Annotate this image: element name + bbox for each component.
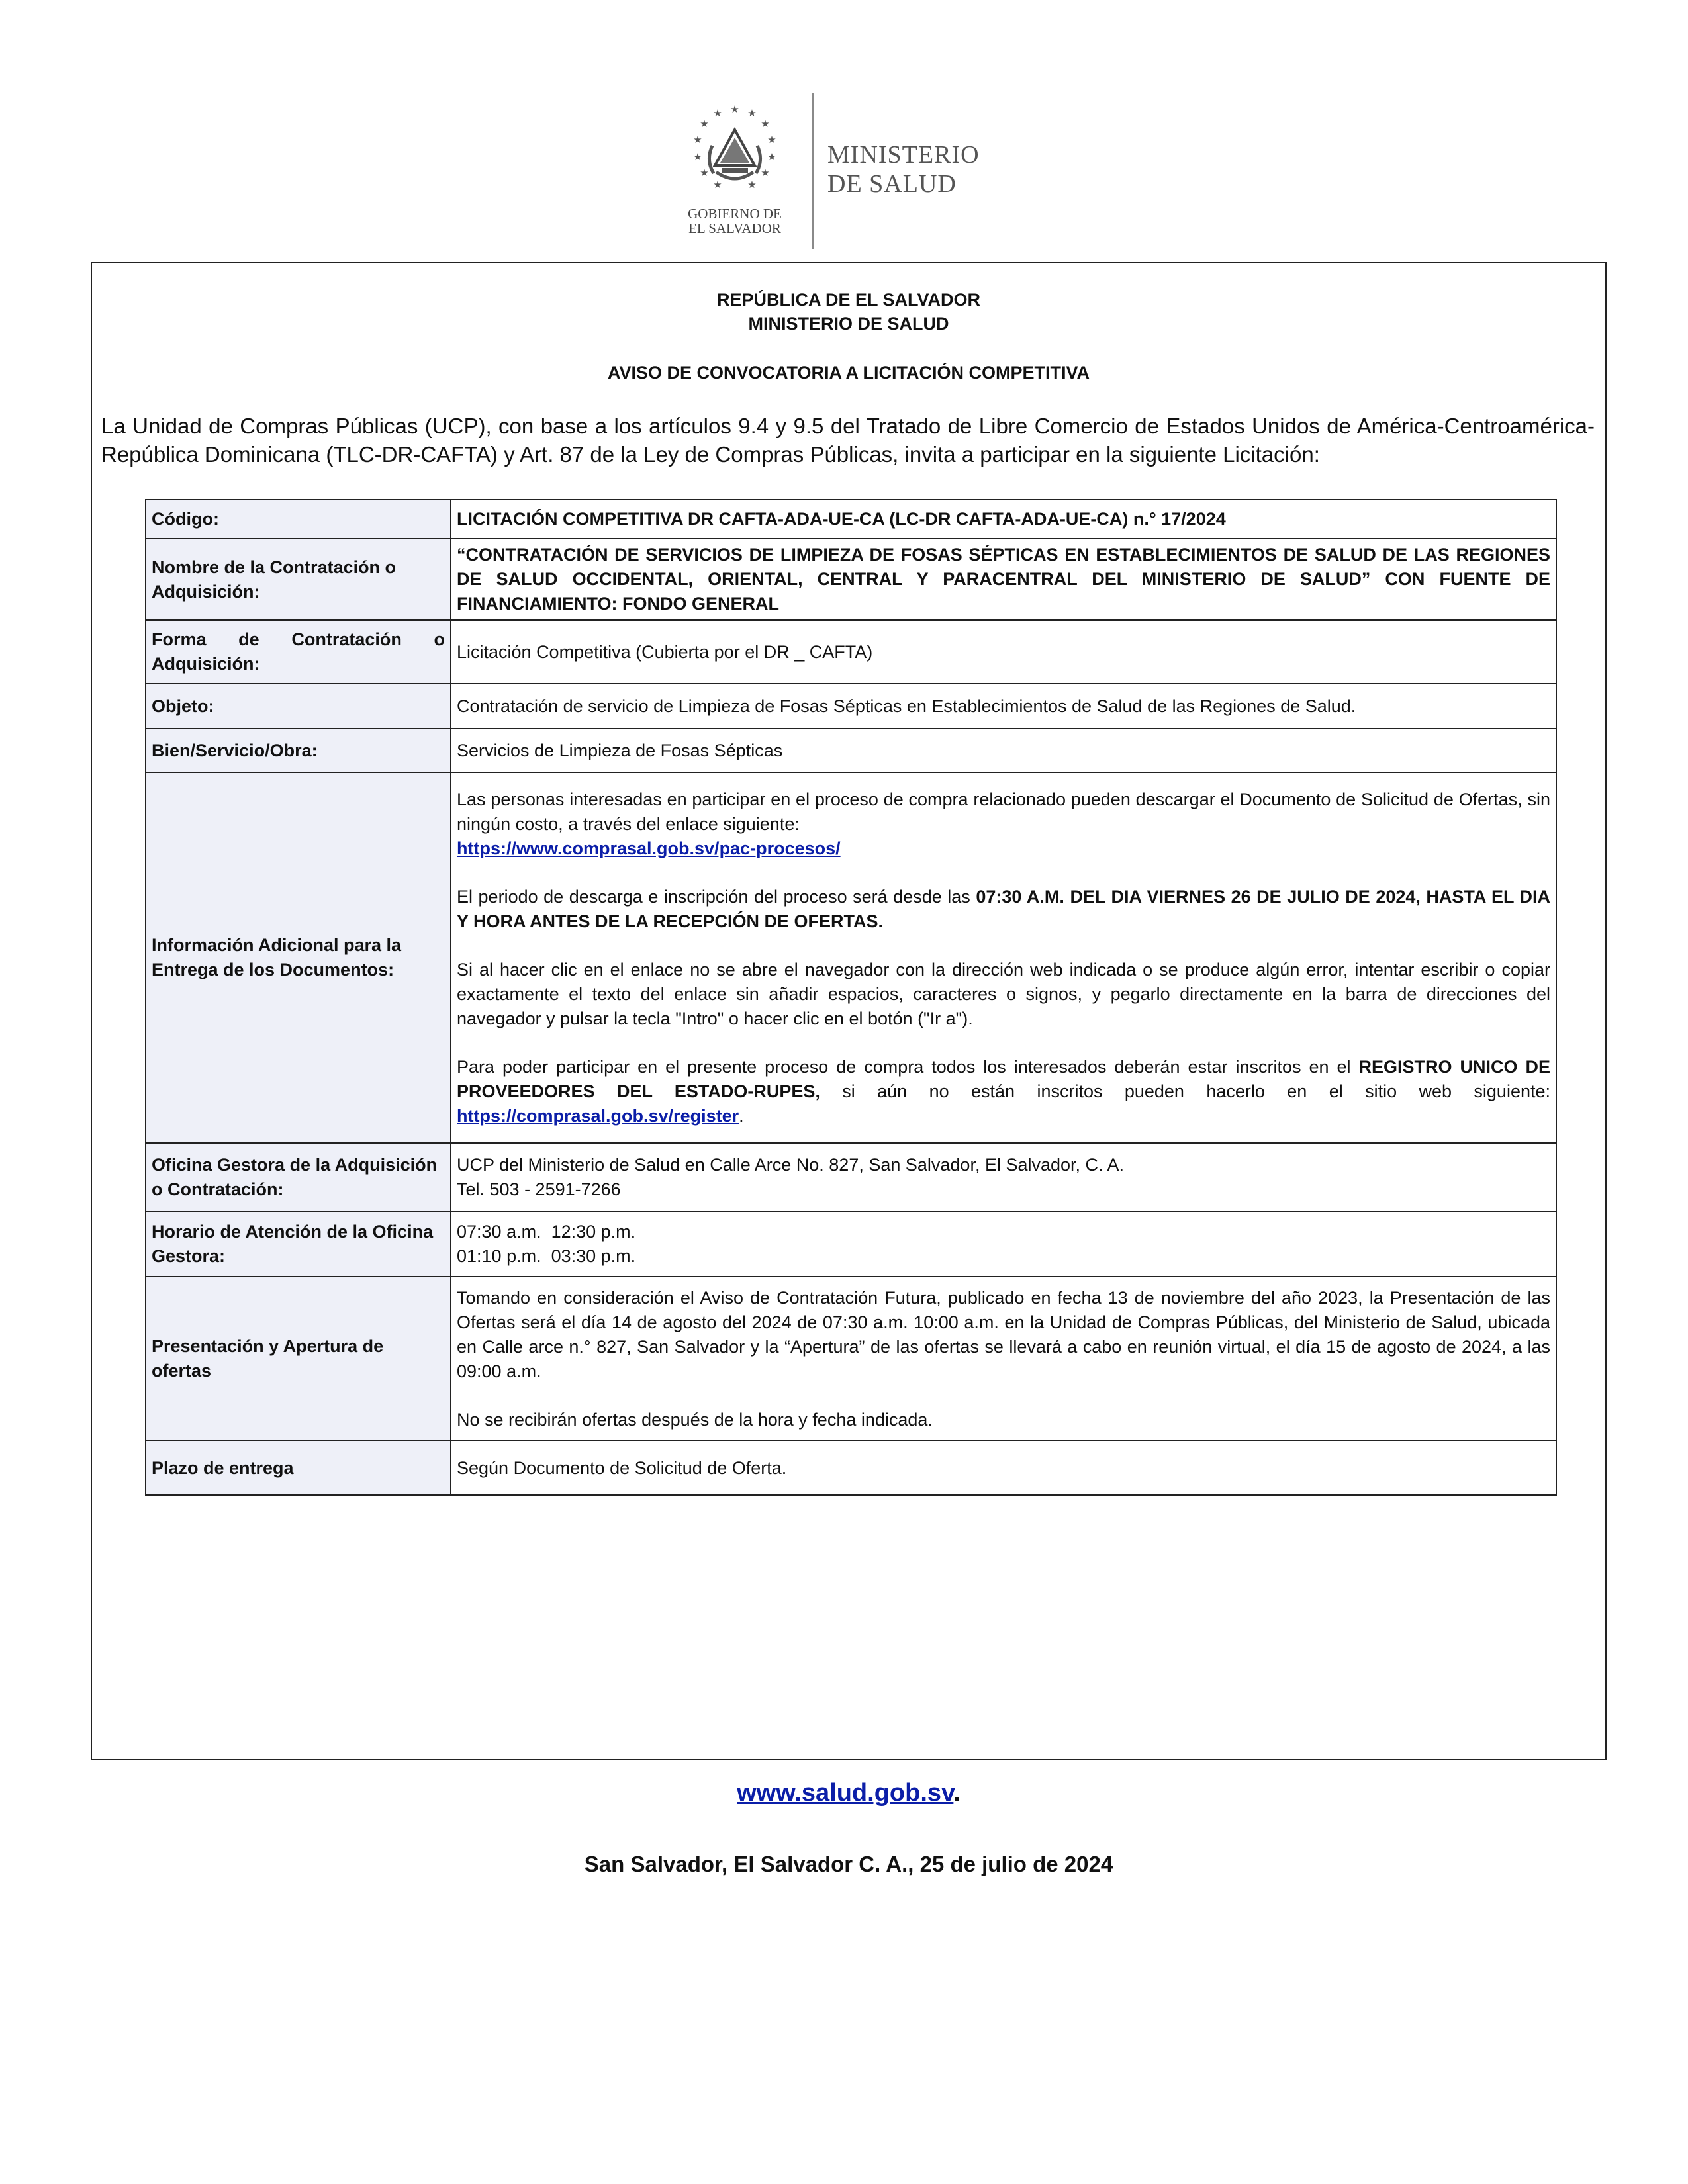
notice-frame: [91, 262, 1607, 1876]
info-label: Información Adicional para la Entrega de los Documentos:: [146, 772, 451, 1143]
horario-value: [451, 1212, 1556, 1277]
forma-value: Licitación Competitiva (Cubierta por el DR _ CAFTA): [451, 620, 1556, 684]
intro-paragraph: La Unidad de Compras Públicas (UCP), con base a los artículos 9.4 y 9.5 del Tratado de Libre Comercio de Estados Unidos de América-Centroamérica-República Dominicana (TLC-DR-CAFTA) y Art. 87 de la Ley de Compras Públicas, invita a participar en la siguiente Licitación:: [101, 414, 1595, 467]
place-and-date: San Salvador, El Salvador C. A., 25 de julio de 2024: [584, 1852, 1113, 1876]
table-row: [146, 772, 1556, 1143]
website-period: .: [953, 1779, 961, 1807]
ministry-heading: MINISTERIO DE SALUD: [748, 314, 949, 334]
ministry-line-1: MINISTERIO: [827, 141, 980, 169]
svg-text:★: ★: [693, 134, 702, 146]
bien-label: Bien/Servicio/Obra:: [146, 729, 451, 772]
svg-text:★: ★: [713, 179, 722, 191]
horario-label: Horario de Atención de la Oficina Gestora:: [146, 1212, 451, 1277]
info-value: [451, 772, 1556, 1143]
tender-details-table: [145, 499, 1557, 1496]
codigo-value: LICITACIÓN COMPETITIVA DR CAFTA-ADA-UE-CA (LC-DR CAFTA-ADA-UE-CA) n.° 17/2024: [451, 500, 1556, 539]
svg-text:★: ★: [713, 107, 722, 119]
presentacion-paragraph-2: No se recibirán ofertas después de la hora y fecha indicada.: [457, 1409, 933, 1430]
horario-afternoon: 01:10 p.m. 03:30 p.m.: [457, 1246, 636, 1266]
comprasal-register-link[interactable]: https://comprasal.gob.sv/register: [457, 1105, 739, 1126]
coat-of-arms-icon: [675, 99, 794, 212]
plazo-label: Plazo de entrega: [146, 1441, 451, 1495]
oficina-address: UCP del Ministerio de Salud en Calle Arce No. 827, San Salvador, El Salvador, C. A.: [457, 1155, 1125, 1175]
ministry-wordmark: [827, 140, 1026, 199]
info-download-paragraph: [457, 788, 1550, 861]
table-row: [146, 1143, 1556, 1212]
bien-value: Servicios de Limpieza de Fosas Sépticas: [451, 729, 1556, 772]
svg-text:★: ★: [761, 118, 770, 130]
presentacion-value: [451, 1277, 1556, 1441]
svg-text:★: ★: [693, 151, 702, 163]
svg-text:★: ★: [730, 103, 739, 115]
info-rupes-text: Para poder participar en el presente proceso de compra todos los interesados deberán estar inscritos en el: [457, 1056, 1359, 1077]
objeto-value: Contratación de servicio de Limpieza de Fosas Sépticas en Establecimientos de Salud de las Regiones de Salud.: [451, 684, 1556, 729]
objeto-label: Objeto:: [146, 684, 451, 729]
info-download-text: Las personas interesadas en participar en el proceso de compra relacionado pueden descargar el Documento de Solicitud de Ofertas, sin ningún costo, a través del enlace siguiente:: [457, 789, 1550, 834]
nombre-label: Nombre de la Contratación o Adquisición:: [146, 539, 451, 620]
government-line-1: GOBIERNO DE: [688, 206, 782, 222]
table-row: [146, 684, 1556, 729]
info-rupes-paragraph: [457, 1055, 1550, 1128]
info-period-text: El periodo de descarga e inscripción del proceso será desde las: [457, 886, 976, 907]
svg-text:★: ★: [700, 118, 709, 130]
notice-title: AVISO DE CONVOCATORIA A LICITACIÓN COMPETITIVA: [607, 363, 1090, 383]
government-line-2: EL SALVADOR: [688, 220, 781, 236]
table-row: [146, 500, 1556, 539]
codigo-label: Código:: [146, 500, 451, 539]
logo-divider: [812, 93, 814, 249]
info-period-dates: 07:30 A.M. DEL DIA VIERNES 26 DE JULIO DE 2024, HASTA EL DIA Y HORA ANTES DE LA RECEPCIÓN DE OFERTAS.: [457, 886, 1550, 931]
svg-text:★: ★: [747, 107, 757, 119]
nombre-value: “CONTRATACIÓN DE SERVICIOS DE LIMPIEZA DE FOSAS SÉPTICAS EN ESTABLECIMIENTOS DE SALUD DE LAS REGIONES DE SALUD OCCIDENTAL, ORIENTAL, CENTRAL Y PARACENTRAL DEL MINISTERIO DE SALUD” CON FUENTE DE FINANCIAMIENTO: FONDO GENERAL: [451, 539, 1556, 620]
table-row: [146, 620, 1556, 684]
government-logo: [662, 93, 1006, 251]
website-line: [92, 1779, 1605, 1807]
svg-text:★: ★: [767, 151, 776, 163]
horario-morning: 07:30 a.m. 12:30 p.m.: [457, 1222, 636, 1242]
info-period-paragraph: [457, 885, 1550, 934]
svg-text:★: ★: [767, 134, 776, 146]
ministry-line-2: DE SALUD: [827, 170, 957, 198]
comprasal-procesos-link[interactable]: https://www.comprasal.gob.sv/pac-procesos/: [457, 838, 841, 858]
table-row: [146, 1441, 1556, 1495]
oficina-value: [451, 1143, 1556, 1212]
oficina-phone: Tel. 503 - 2591-7266: [457, 1179, 621, 1199]
presentacion-paragraph-1: Tomando en consideración el Aviso de Contratación Futura, publicado en fecha 13 de noviembre del año 2023, la Presentación de las Ofertas será el día 14 de agosto del 2024 de 07:30 a.m. 10:00 a.m. en la Unidad de Compras Públicas, del Ministerio de Salud, ubicada en Calle arce n.° 827, San Salvador y la “Apertura” de las ofertas se llevará a cabo en reunión virtual, el día 15 de agosto de 2024, a las 09:00 a.m.: [457, 1287, 1550, 1381]
info-rupes-period: .: [739, 1105, 744, 1126]
table-row: [146, 1277, 1556, 1441]
republic-heading: REPÚBLICA DE EL SALVADOR: [716, 290, 981, 310]
table-row: [146, 1212, 1556, 1277]
plazo-value: Según Documento de Solicitud de Oferta.: [451, 1441, 1556, 1495]
forma-label: Forma de Contratación o Adquisición:: [146, 620, 451, 684]
oficina-label: Oficina Gestora de la Adquisición o Contratación:: [146, 1143, 451, 1212]
info-troubleshoot-paragraph: Si al hacer clic en el enlace no se abre el navegador con la dirección web indicada o se produce algún error, intentar escribir o copiar exactamente el texto del enlace sin añadir espacios, caracteres o signos, y pegarlo directamente en la barra de direcciones del navegador y pulsar la tecla "Intro" o hacer clic en el botón ("Ir a").: [457, 959, 1550, 1028]
info-rupes-text-2: si aún no están inscritos pueden hacerlo en el sitio web siguiente:: [820, 1081, 1551, 1101]
table-row: [146, 729, 1556, 772]
presentacion-label: Presentación y Apertura de ofertas: [146, 1277, 451, 1441]
svg-text:★: ★: [700, 167, 709, 179]
svg-text:★: ★: [747, 179, 757, 191]
svg-text:★: ★: [761, 167, 770, 179]
table-row: [146, 539, 1556, 620]
website-link[interactable]: www.salud.gob.sv: [737, 1779, 954, 1807]
government-wordmark: [662, 206, 808, 236]
info-rupes-registry: REGISTRO UNICO DE PROVEEDORES DEL ESTADO-RUPES,: [457, 1056, 1550, 1101]
